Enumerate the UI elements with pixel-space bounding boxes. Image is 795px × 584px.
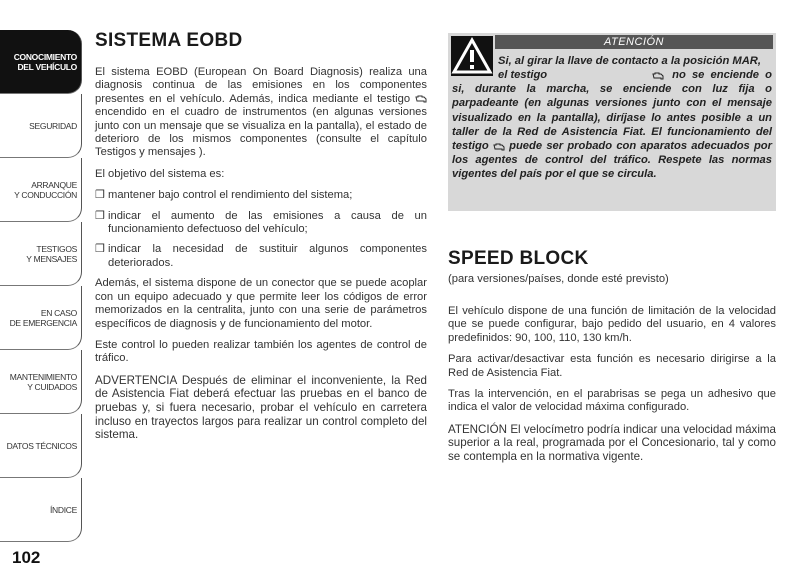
eobd-paragraph-4: Este control lo pueden realizar también los agentes de control de tráfico. [95, 338, 427, 365]
list-item: ❒ mantener bajo control el rendimiento del sistema; [95, 189, 353, 202]
bullet-icon: ❒ [95, 243, 105, 256]
tab-indice[interactable] [0, 478, 82, 542]
warning-heading: ATENCIÓN [495, 35, 773, 49]
tab-label: DATOS TÉCNICOS [6, 440, 77, 451]
tab-label: ÍNDICE [49, 504, 77, 515]
bullet-icon: ❒ [95, 189, 105, 202]
speed-paragraph-3: Tras la intervención, en el parabrisas se pega un adhesivo que indica el valor de velocidad máxima configurado. [448, 388, 776, 414]
tab-label: CONOCIMIENTO DEL VEHÍCULO [13, 51, 77, 72]
tab-label: MANTENIMIENTO Y CUIDADOS [9, 371, 77, 392]
page-number: 102 [12, 548, 41, 567]
eobd-paragraph-5: ADVERTENCIA Después de eliminar el inconveniente, la Red de Asistencia Fiat deberá efectuar las pruebas en el banco de pruebas y, si fuera necesario, probar el vehículo en carretera incluso en trayectos largos para realizar un control completo del sistema. [95, 373, 427, 442]
eobd-body [95, 66, 427, 450]
speed-block-title: SPEED BLOCK [448, 248, 589, 269]
tab-conocimiento-del-vehiculo[interactable] [0, 30, 82, 94]
eobd-paragraph-2: El objetivo del sistema es: [95, 167, 225, 180]
engine-warning-icon [652, 71, 664, 80]
tab-label: EN CASO DE EMERGENCIA [9, 307, 77, 328]
eobd-paragraph-3: Además, el sistema dispone de un conector que se puede acoplar con un equipo adecuado y que permite leer los códigos de error memorizados en la centralita, junto con una serie de parámetros específicos de diagnosis y de funcionamiento del motor. [95, 277, 427, 330]
atencion-label: ATENCIÓN [448, 422, 508, 436]
tab-testigos-y-mensajes[interactable] [0, 222, 82, 286]
tab-en-caso-de-emergencia[interactable] [0, 286, 82, 350]
tab-label: SEGURIDAD [29, 120, 77, 131]
speed-paragraph-1: El vehículo dispone de una función de limitación de la velocidad que se puede configurar, bajo pedido del usuario, en 4 valores predefinidos: 90, 100, 110, 130 km/h. [448, 305, 776, 344]
speed-block-subtitle: (para versiones/países, donde esté previsto) [448, 273, 669, 285]
speed-paragraph-4: ATENCIÓN El velocímetro podría indicar una velocidad máxima superior a la real, programada por el Concesionario, tal y como se contempla en la normativa vigente. [448, 422, 776, 464]
bullet-icon: ❒ [95, 209, 105, 222]
eobd-paragraph-1: El sistema EOBD (European On Board Diagnosis) realiza una diagnosis continua de las emisiones en los componentes presentes en el vehículo. Además, indica mediante el testigo encendido en el cuadro de instrumentos (en algunas versiones junto con un mensaje que se visualiza en la pantalla), el estado de deterioro de los mismos componentes (consulte el capítulo Testigos y mensajes ). [95, 66, 427, 159]
list-item: ❒ indicar la necesidad de sustituir algunos componentes deteriorados. [95, 243, 427, 269]
warning-text-cont: no se enciende o si, durante la marcha, se enciende con luz fija o parpadeante (en algunas versiones junto con el mensaje visualizado en la pantalla), diríjase lo antes posible a un taller de la Red de Asistencia Fiat. El funcionamiento del testigo puede ser probado con aparatos adecuados por los agentes de control del tráfico. Respete las normas vigentes del país por el que se circula. [452, 69, 772, 181]
speed-paragraph-2: Para activar/desactivar esta función es necesario dirigirse a la Red de Asistencia Fiat. [448, 353, 776, 379]
tab-label: TESTIGOS Y MENSAJES [26, 243, 77, 264]
list-item: ❒ indicar el aumento de las emisiones a causa de un funcionamiento defectuoso del vehículo; [95, 209, 427, 236]
tab-arranque-y-conduccion[interactable] [0, 158, 82, 222]
tab-mantenimiento-y-cuidados[interactable] [0, 350, 82, 414]
eobd-title: SISTEMA EOBD [95, 30, 243, 51]
advertencia-label: ADVERTENCIA [95, 373, 177, 387]
warning-text: Si, al girar la llave de contacto a la posición MAR, el testigo [498, 55, 761, 82]
tab-seguridad[interactable] [0, 94, 82, 158]
engine-warning-icon [415, 94, 427, 103]
tab-label: ARRANQUE Y CONDUCCIÓN [14, 179, 77, 200]
tab-datos-tecnicos[interactable] [0, 414, 82, 478]
engine-warning-icon [493, 142, 505, 151]
speed-block-body [448, 305, 776, 472]
